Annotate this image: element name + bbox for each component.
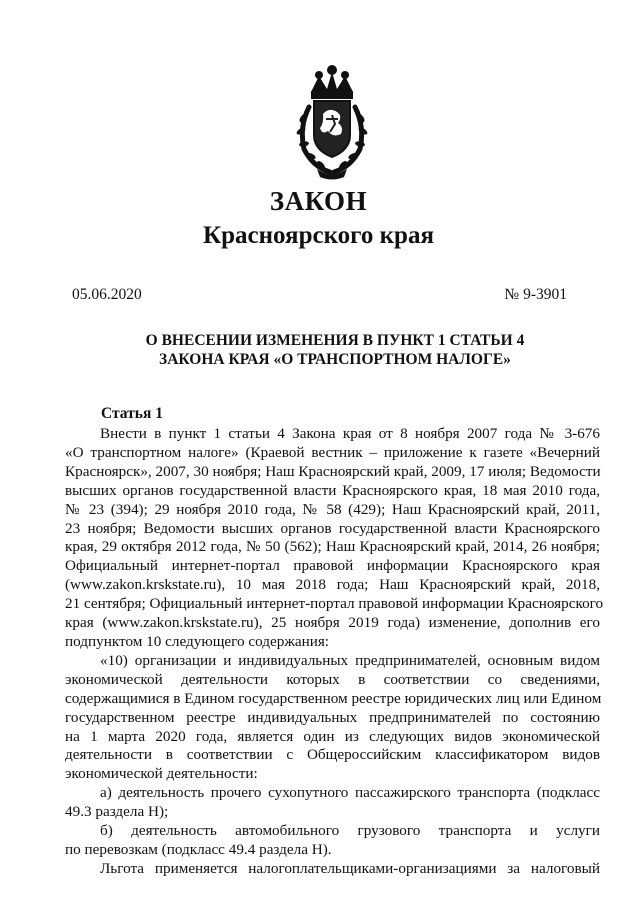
article-text-line: высших органов государственной власти Красноярского края, 18 мая 2010 года,: [65, 481, 600, 499]
article-text-line: 21 сентября; Официальный интернет-портал правовой информации Красноярского: [65, 595, 604, 613]
document-heading-line: ЗАКОНА КРАЯ «О ТРАНСПОРТНОМ НАЛОГЕ»: [159, 351, 511, 368]
krasnoyarsk-coat-of-arms-icon: [283, 58, 381, 182]
article-text-line: на 1 марта 2020 года, является один из следующих видов экономической: [65, 727, 600, 745]
article-text-line: Красноярск», 2007, 30 ноября; Наш Красноярский край, 2009, 17 июля; Ведомости: [65, 462, 601, 480]
article-text-line: по перевозкам (подкласс 49.4 раздела Н).: [65, 840, 332, 858]
article-text-line: б) деятельность автомобильного грузового транспорта и услуги: [100, 822, 600, 840]
article-text-line: «10) организации и индивидуальных предпринимателей, основным видом: [100, 651, 600, 669]
article-text-line: 23 ноября; Ведомости высших органов государственной власти Красноярского: [65, 519, 600, 537]
document-heading: [140, 331, 530, 369]
document-subtitle: Красноярского края: [203, 222, 434, 249]
article-body: [65, 425, 604, 879]
article-text-line: содержащимися в Едином государственном реестре юридических лиц или Едином: [65, 689, 602, 707]
document-heading-line: О ВНЕСЕНИИ ИЗМЕНЕНИЯ В ПУНКТ 1 СТАТЬИ 4: [145, 332, 525, 349]
document-number: № 9-3901: [504, 286, 567, 303]
article-text-line: 49.3 раздела Н);: [65, 803, 169, 821]
article-text-line: деятельности в соответствии с Общероссийским классификатором видов: [65, 746, 600, 764]
article-text-line: края (www.zakon.krskstate.ru), 25 ноября 2019 года) изменение, дополнив его: [65, 614, 600, 632]
article-title: Статья 1: [101, 405, 163, 422]
article-text-line: Внести в пункт 1 статьи 4 Закона края от 8 ноября 2007 года № 3-676: [100, 425, 600, 442]
article-text-line: края, 29 октября 2012 года, № 50 (562); Наш Красноярский край, 2014, 26 ноября;: [65, 538, 600, 556]
article-text-line: а) деятельность прочего сухопутного пассажирского транспорта (подкласс: [100, 784, 600, 802]
document-date: 05.06.2020: [72, 286, 142, 303]
article-text-line: «О транспортном налоге» (Краевой вестник – приложение к газете «Вечерний: [65, 443, 600, 461]
article-text-line: № 23 (394); 29 ноября 2010 года, № 58 (429); Наш Красноярский край, 2011,: [65, 500, 600, 518]
article-text-line: экономической деятельности:: [65, 765, 258, 783]
document-title: ЗАКОН: [269, 186, 368, 216]
article-text-line: Льгота применяется налогоплательщиками-организациями за налоговый: [100, 859, 600, 877]
article-text-line: государственном реестре индивидуальных предпринимателей по состоянию: [65, 708, 600, 726]
article-text-line: (www.zakon.krskstate.ru), 10 мая 2018 года; Наш Красноярский край, 2018,: [65, 576, 600, 594]
article-text-line: экономической деятельности которых в соответствии со сведениями,: [65, 670, 600, 688]
article-text-line: подпунктом 10 следующего содержания:: [65, 632, 330, 650]
article-text-line: Официальный интернет-портал правовой информации Красноярского края: [65, 557, 600, 575]
